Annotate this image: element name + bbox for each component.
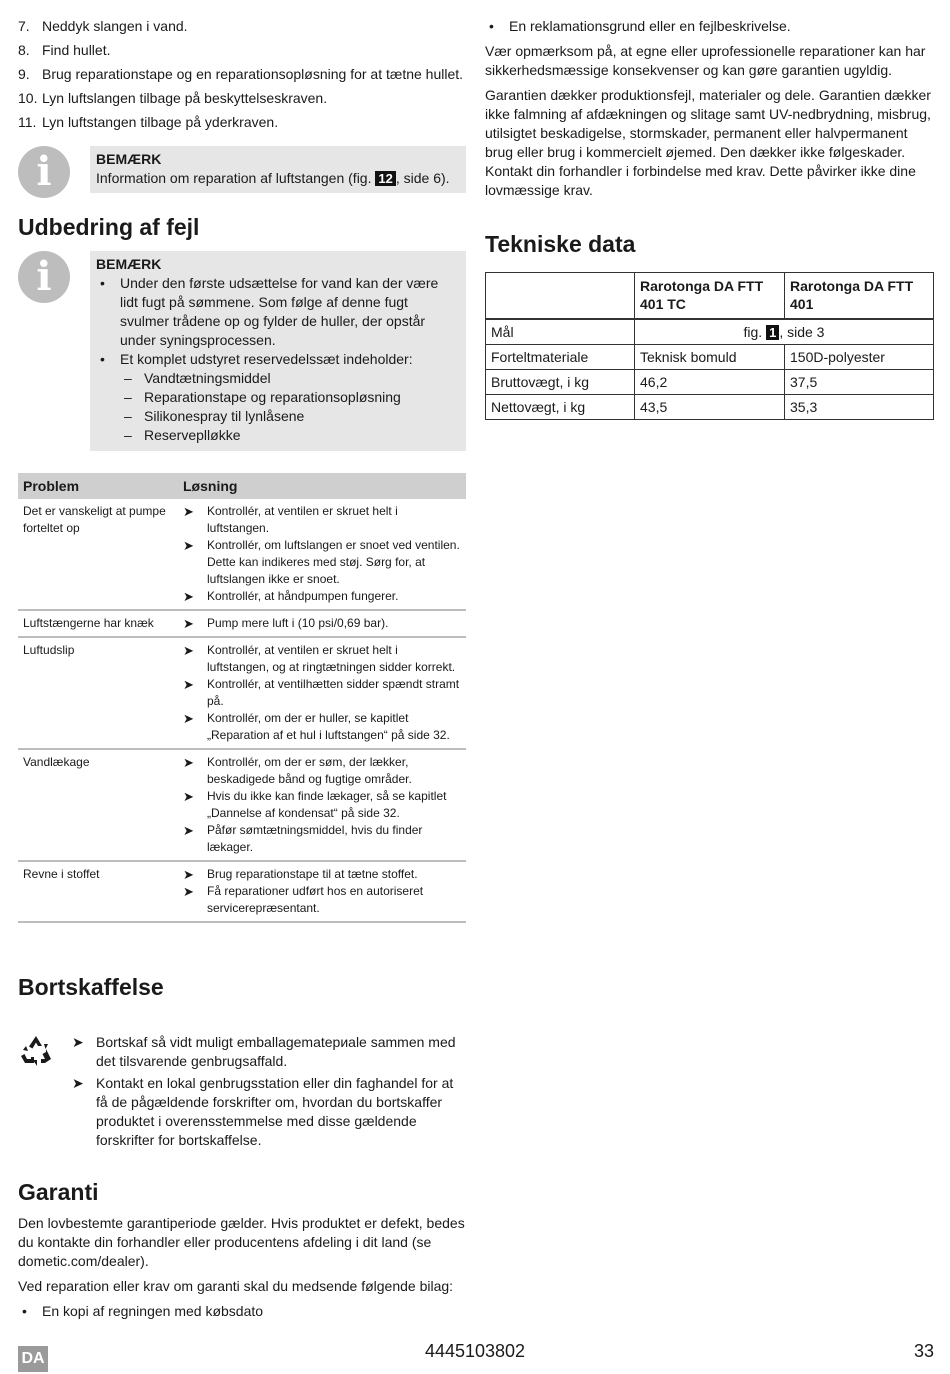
table-row <box>18 499 466 610</box>
row-label: Forteltmateriale <box>486 345 635 370</box>
list-item: 11. Lyn luftstangen tilbage på yderkraven. <box>18 114 279 130</box>
list-item: – Vandtætningsmiddel <box>120 369 460 388</box>
disposal-list <box>72 1033 466 1150</box>
table-cell: 46,2 <box>635 370 785 395</box>
table-row <box>18 637 466 749</box>
list-item: 8. Find hullet. <box>18 42 111 58</box>
table-cell: Teknisk bomuld <box>635 345 785 370</box>
column-header-model: Rarotonga DA FTT 401 <box>785 273 934 320</box>
table-cell: 43,5 <box>635 395 785 420</box>
problem-cell: Luftudslip <box>18 637 178 749</box>
section-heading-warranty: Garanti <box>18 1179 99 1205</box>
arrow-icon: ➤ <box>183 823 194 838</box>
note-box <box>90 146 466 193</box>
note-text: Information om reparation af luftstangen (fig. 12 , side 6). <box>96 170 450 186</box>
row-label: Bruttovægt, i kg <box>486 370 635 395</box>
repair-steps <box>18 14 466 134</box>
arrow-icon: ➤ <box>183 589 194 604</box>
arrow-icon: ➤ <box>183 884 194 899</box>
arrow-icon: ➤ <box>183 789 194 804</box>
solution-cell: ➤ Kontrollér, at ventilen er skruet helt i luftstangen. ➤ Kontrollér, om luftslangen er snoet ved ventilen. Dette kan indikeres med støj. Sørg for, at luftslangen ikke er snoet. ➤ Kontrollér, at håndpumpen fungerer. <box>178 499 466 610</box>
solution-cell: ➤ Kontrollér, at ventilen er skruet helt i luftstangen, og at ringtætningen sidder korrekt. ➤ Kontrollér, at ventilhætten sidder spændt stramt på. ➤ Kontrollér, om der er huller, se kapitlet „Reparation af et hul i luftstangen“ på side 32. <box>178 637 466 749</box>
problem-cell: Revne i stoffet <box>18 861 178 922</box>
info-icon: i <box>18 251 70 303</box>
table-row <box>486 345 934 370</box>
figure-badge: 1 <box>766 325 779 340</box>
note-air-pole <box>18 146 466 193</box>
problem-cell: Vandlækage <box>18 749 178 861</box>
note-bullets <box>96 274 460 445</box>
section-heading-tech-data: Tekniske data <box>485 231 636 257</box>
solution-cell: ➤ Pump mere luft i (10 psi/0,69 bar). <box>178 610 466 637</box>
dimension-cell: fig. 1 , side 3 <box>635 319 934 345</box>
arrow-icon: ➤ <box>72 1075 84 1091</box>
right-column <box>485 14 934 420</box>
table-row <box>486 273 934 320</box>
column-header-problem: Problem <box>18 473 178 499</box>
arrow-icon: ➤ <box>183 616 194 631</box>
empty-header <box>486 273 635 320</box>
note-title: BEMÆRK <box>96 151 162 167</box>
tech-data-table <box>485 272 934 420</box>
figure-badge: 12 <box>375 171 395 186</box>
list-item: – Reserveplløkke <box>120 426 460 445</box>
table-row <box>18 610 466 637</box>
table-row <box>486 395 934 420</box>
arrow-icon: ➤ <box>183 677 194 692</box>
kit-list <box>120 369 460 445</box>
column-header-solution: Løsning <box>178 473 466 499</box>
disposal-block <box>18 1033 466 1150</box>
arrow-icon: ➤ <box>183 504 194 519</box>
language-badge: DA <box>18 1346 48 1372</box>
arrow-icon: ➤ <box>183 755 194 770</box>
section-heading-troubleshooting: Udbedring af fejl <box>18 214 200 240</box>
table-cell: 35,3 <box>785 395 934 420</box>
table-row <box>18 861 466 922</box>
warranty-paragraph: Garantien dækker produktionsfejl, materialer og dele. Garantien dækker ikke falmning af afdækningen og slitage samt UV-nedbrydning, misbrug, utilsigtet beskadigelse, stormskader, permanent eller halvpermanent brug eller brug i kommercielt øjemed. Den dækker ikke følgeskader. Kontakt din forhandler i forbindelse med krav. Dette påvirker ikke dine lovmæssige krav. <box>485 87 931 198</box>
solution-cell: ➤ Kontrollér, om der er søm, der lækker, beskadigede bånd og fugtige områder. ➤ Hvis du ikke kan finde lækager, så se kapitlet „Dannelse af kondensat“ på side 32. ➤ Påfør sømtætningsmiddel, hvis du finder lækager. <box>178 749 466 861</box>
document-number: 4445103802 <box>424 1341 526 1361</box>
warranty-paragraph: Den lovbestemte garantiperiode gælder. Hvis produktet er defekt, bedes du kontakte din forhandler eller producentens afdeling i dit land (se dometic.com/dealer). <box>18 1215 465 1269</box>
row-label: Nettovægt, i kg <box>486 395 635 420</box>
list-item: 7. Neddyk slangen i vand. <box>18 18 188 34</box>
table-row <box>486 319 934 345</box>
info-icon: i <box>18 146 70 198</box>
section-heading-disposal: Bortskaffelse <box>18 974 164 1000</box>
list-item: • En reklamationsgrund eller en fejlbeskrivelse. <box>485 17 934 36</box>
page-number: 33 <box>913 1341 934 1361</box>
table-row <box>18 749 466 861</box>
list-item: • En kopi af regningen med købsdato <box>18 1302 466 1321</box>
list-item: • Et komplet udstyret reservedelssæt indeholder: – Vandtætningsmiddel – Reparationstape og reparationsopløsning – Silikonespray til lynlåsene – Reserveplløkke <box>96 350 460 445</box>
list-item: – Silikonespray til lynlåsene <box>120 407 460 426</box>
recycle-icon <box>18 1033 54 1069</box>
list-item: ➤ Bortskaf så vidt muligt emballagematериale sammen med det tilsvarende genbrugsaffald. <box>72 1034 456 1069</box>
arrow-icon: ➤ <box>183 643 194 658</box>
list-item: 10. Lyn luftslangen tilbage på beskyttelseskraven. <box>18 90 328 106</box>
problem-cell: Luftstængerne har knæk <box>18 610 178 637</box>
arrow-icon: ➤ <box>183 711 194 726</box>
left-column <box>18 14 466 1321</box>
troubleshooting-table <box>18 473 466 923</box>
list-item: – Reparationstape og reparationsopløsning <box>120 388 460 407</box>
solution-cell: ➤ Brug reparationstape til at tætne stoffet. ➤ Få reparationer udført hos en autoriseret servicerepræsentant. <box>178 861 466 922</box>
problem-cell: Det er vanskeligt at pumpe forteltet op <box>18 499 178 610</box>
list-item: ➤ Kontakt en lokal genbrugsstation eller din faghandel for at få de pågældende forskrifter om, hvordan du bortskaffer produktet i overensstemmelse med disse gældende forskrifter for bortskaffelse. <box>72 1075 454 1148</box>
warranty-bullets-continued <box>485 17 934 36</box>
arrow-icon: ➤ <box>72 1034 84 1050</box>
note-box <box>90 251 466 451</box>
list-item: 9. Brug reparationstape og en reparationsopløsning for at tætne hullet. <box>18 66 464 82</box>
column-header-model-tc: Rarotonga DA FTT 401 TC <box>635 273 785 320</box>
arrow-icon: ➤ <box>183 867 194 882</box>
table-cell: 150D-polyester <box>785 345 934 370</box>
table-cell: 37,5 <box>785 370 934 395</box>
note-troubleshooting <box>18 251 466 451</box>
table-row <box>486 370 934 395</box>
list-item: • Under den første udsættelse for vand kan der være lidt fugt på sømmene. Som følge af denne fugt svulmer trådene op og fylder de huller, der opstår under syningsprocessen. <box>96 274 460 350</box>
note-title: BEMÆRK <box>96 256 162 272</box>
warranty-paragraph: Ved reparation eller krav om garanti skal du medsende følgende bilag: <box>18 1278 454 1294</box>
warranty-paragraph: Vær opmærksom på, at egne eller uprofessionelle reparationer kan har sikkerhedsmæssige konsekvenser og kan gøre garantien ugyldig. <box>485 43 926 78</box>
arrow-icon: ➤ <box>183 538 194 553</box>
row-label: Mål <box>486 319 635 345</box>
warranty-bullets <box>18 1302 466 1321</box>
